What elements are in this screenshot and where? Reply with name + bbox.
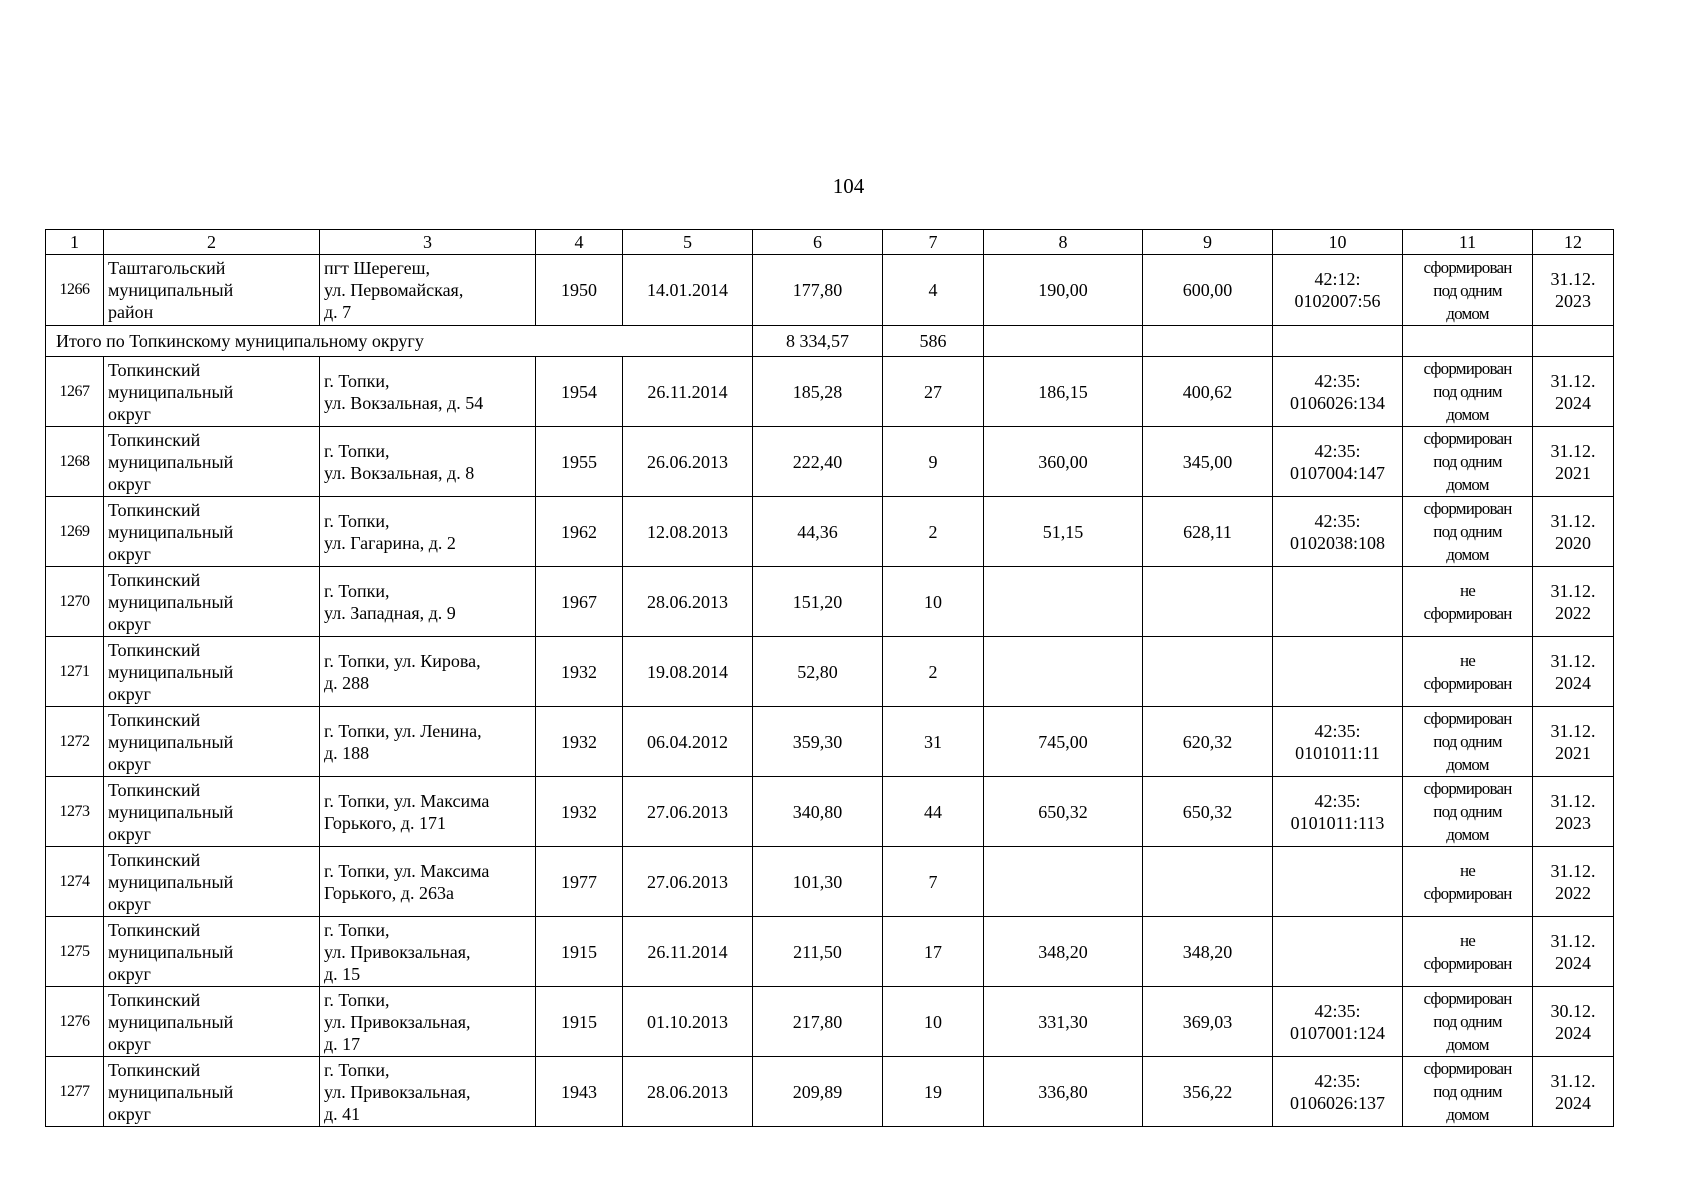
column-header: 5 [623, 230, 753, 255]
column-9-cell: 620,32 [1143, 707, 1273, 777]
land-status-cell: сформирован под одним домом [1423, 779, 1512, 844]
area-cell: 340,80 [753, 777, 883, 847]
residents-cell: 7 [883, 847, 984, 917]
deadline-cell: 31.12. 2023 [1550, 269, 1596, 311]
area-cell: 185,28 [753, 357, 883, 427]
year-cell: 1943 [536, 1057, 623, 1127]
area-cell: 101,30 [753, 847, 883, 917]
column-8-cell: 190,00 [984, 255, 1143, 326]
residents-cell: 2 [883, 637, 984, 707]
cadastral-number-cell: 42:35: 0106026:134 [1289, 370, 1385, 413]
date-cell: 27.06.2013 [623, 777, 753, 847]
column-8-cell: 331,30 [984, 987, 1143, 1057]
column-9-cell: 628,11 [1143, 497, 1273, 567]
municipality-cell: Топкинский муниципальный округ [108, 429, 234, 494]
row-number: 1276 [46, 987, 104, 1057]
residents-cell: 44 [883, 777, 984, 847]
column-9-cell: 345,00 [1143, 427, 1273, 497]
land-status-cell: не сформирован [1423, 650, 1512, 693]
municipality-cell: Таштагольский муниципальный район [108, 258, 234, 322]
column-8-cell: 360,00 [984, 427, 1143, 497]
row-number: 1273 [46, 777, 104, 847]
deadline-cell: 31.12. 2024 [1550, 1070, 1596, 1113]
date-cell: 26.11.2014 [623, 357, 753, 427]
deadline-cell: 31.12. 2022 [1550, 580, 1596, 623]
residents-cell: 31 [883, 707, 984, 777]
municipality-cell: Топкинский муниципальный округ [108, 989, 234, 1054]
date-cell: 26.11.2014 [623, 917, 753, 987]
address-cell: г. Топки, ул. Максима Горького, д. 263а [324, 860, 490, 903]
table-row [46, 567, 1614, 637]
residents-cell: 2 [883, 497, 984, 567]
cadastral-number-cell: 42:35: 0107004:147 [1289, 440, 1385, 483]
column-9-cell [1143, 847, 1273, 917]
year-cell: 1954 [536, 357, 623, 427]
year-cell: 1915 [536, 987, 623, 1057]
column-number-row [46, 230, 1614, 255]
address-cell: г. Топки, ул. Кирова, д. 288 [324, 650, 481, 693]
land-status-cell: не сформирован [1423, 930, 1512, 973]
year-cell: 1962 [536, 497, 623, 567]
column-header: 3 [320, 230, 536, 255]
date-cell: 12.08.2013 [623, 497, 753, 567]
land-status-cell: не сформирован [1423, 860, 1512, 903]
area-cell: 222,40 [753, 427, 883, 497]
page-number: 104 [832, 174, 865, 198]
row-number: 1268 [46, 427, 104, 497]
date-cell: 26.06.2013 [623, 427, 753, 497]
column-header: 2 [104, 230, 320, 255]
year-cell: 1932 [536, 777, 623, 847]
area-cell: 211,50 [753, 917, 883, 987]
table-row [46, 255, 1614, 326]
column-header: 6 [753, 230, 883, 255]
date-cell: 14.01.2014 [623, 255, 753, 326]
row-number: 1269 [46, 497, 104, 567]
cadastral-number-cell: 42:35: 0102038:108 [1289, 510, 1385, 553]
table-body [46, 230, 1614, 1127]
row-number: 1277 [46, 1057, 104, 1127]
table-row [46, 847, 1614, 917]
residents-cell: 10 [883, 567, 984, 637]
deadline-cell: 31.12. 2021 [1550, 440, 1596, 483]
row-number: 1270 [46, 567, 104, 637]
year-cell: 1932 [536, 707, 623, 777]
column-8-cell [984, 847, 1143, 917]
column-8-cell: 51,15 [984, 497, 1143, 567]
area-cell: 359,30 [753, 707, 883, 777]
empty-cell [1273, 326, 1403, 357]
address-cell: г. Топки, ул. Привокзальная, д. 15 [324, 919, 471, 984]
deadline-cell: 31.12. 2022 [1550, 860, 1596, 903]
residents-cell: 10 [883, 987, 984, 1057]
column-9-cell [1143, 567, 1273, 637]
year-cell: 1932 [536, 637, 623, 707]
table-row [46, 357, 1614, 427]
deadline-cell: 31.12. 2023 [1550, 790, 1596, 833]
land-status-cell: сформирован под одним домом [1423, 359, 1512, 424]
date-cell: 28.06.2013 [623, 1057, 753, 1127]
column-8-cell: 745,00 [984, 707, 1143, 777]
date-cell: 19.08.2014 [623, 637, 753, 707]
table-row [46, 707, 1614, 777]
deadline-cell: 31.12. 2024 [1550, 930, 1596, 973]
residents-cell: 19 [883, 1057, 984, 1127]
total-label: Итого по Топкинскому муниципальному округу [46, 326, 753, 357]
column-8-cell: 650,32 [984, 777, 1143, 847]
address-cell: пгт Шерегеш, ул. Первомайская, д. 7 [324, 258, 464, 322]
row-number: 1272 [46, 707, 104, 777]
address-cell: г. Топки, ул. Привокзальная, д. 17 [324, 989, 471, 1054]
land-status-cell: сформирован под одним домом [1423, 499, 1512, 564]
address-cell: г. Топки, ул. Максима Горького, д. 171 [324, 790, 490, 833]
date-cell: 01.10.2013 [623, 987, 753, 1057]
column-9-cell: 348,20 [1143, 917, 1273, 987]
empty-cell [984, 326, 1143, 357]
column-9-cell: 356,22 [1143, 1057, 1273, 1127]
cadastral-number-cell: 42:35: 0101011:113 [1290, 790, 1385, 833]
table-row [46, 777, 1614, 847]
address-cell: г. Топки, ул. Ленина, д. 188 [324, 720, 482, 763]
address-cell: г. Топки, ул. Привокзальная, д. 41 [324, 1059, 471, 1124]
column-9-cell: 400,62 [1143, 357, 1273, 427]
address-cell: г. Топки, ул. Гагарина, д. 2 [324, 510, 456, 553]
land-status-cell: не сформирован [1423, 580, 1512, 623]
column-9-cell [1143, 637, 1273, 707]
column-8-cell: 186,15 [984, 357, 1143, 427]
address-cell: г. Топки, ул. Вокзальная, д. 54 [324, 370, 484, 413]
column-header: 8 [984, 230, 1143, 255]
area-cell: 52,80 [753, 637, 883, 707]
column-header: 1 [46, 230, 104, 255]
date-cell: 28.06.2013 [623, 567, 753, 637]
land-status-cell: сформирован под одним домом [1423, 989, 1512, 1054]
municipality-cell: Топкинский муниципальный округ [108, 569, 234, 634]
residents-cell: 9 [883, 427, 984, 497]
column-8-cell [984, 637, 1143, 707]
column-8-cell: 336,80 [984, 1057, 1143, 1127]
municipality-cell: Топкинский муниципальный округ [108, 779, 234, 844]
empty-cell [1143, 326, 1273, 357]
cadastral-number-cell: 42:35: 0107001:124 [1289, 1000, 1385, 1043]
cadastral-number-cell: 42:12: 0102007:56 [1294, 269, 1381, 311]
housing-registry-table [45, 229, 1614, 1127]
row-number: 1266 [46, 255, 104, 326]
address-cell: г. Топки, ул. Вокзальная, д. 8 [324, 440, 475, 483]
column-header: 11 [1403, 230, 1533, 255]
year-cell: 1950 [536, 255, 623, 326]
area-cell: 209,89 [753, 1057, 883, 1127]
column-header: 12 [1533, 230, 1614, 255]
row-number: 1271 [46, 637, 104, 707]
total-row [46, 326, 1614, 357]
area-cell: 217,80 [753, 987, 883, 1057]
column-header: 7 [883, 230, 984, 255]
municipality-cell: Топкинский муниципальный округ [108, 1059, 234, 1124]
address-cell: г. Топки, ул. Западная, д. 9 [324, 580, 456, 623]
table-row [46, 637, 1614, 707]
row-number: 1267 [46, 357, 104, 427]
municipality-cell: Топкинский муниципальный округ [108, 359, 234, 424]
table-row [46, 497, 1614, 567]
date-cell: 06.04.2012 [623, 707, 753, 777]
table-row [46, 1057, 1614, 1127]
area-cell: 44,36 [753, 497, 883, 567]
cadastral-number-cell: 42:35: 0106026:137 [1289, 1070, 1385, 1113]
land-status-cell: сформирован под одним домом [1423, 257, 1512, 323]
municipality-cell: Топкинский муниципальный округ [108, 919, 234, 984]
column-9-cell: 369,03 [1143, 987, 1273, 1057]
row-number: 1274 [46, 847, 104, 917]
municipality-cell: Топкинский муниципальный округ [108, 709, 234, 774]
table-row [46, 427, 1614, 497]
residents-cell: 4 [883, 255, 984, 326]
table-row [46, 987, 1614, 1057]
column-header: 4 [536, 230, 623, 255]
year-cell: 1977 [536, 847, 623, 917]
column-8-cell [984, 567, 1143, 637]
residents-cell: 17 [883, 917, 984, 987]
land-status-cell: сформирован под одним домом [1423, 429, 1512, 494]
year-cell: 1955 [536, 427, 623, 497]
total-residents: 586 [883, 326, 984, 357]
area-cell: 151,20 [753, 567, 883, 637]
empty-cell [1403, 326, 1533, 357]
municipality-cell: Топкинский муниципальный округ [108, 639, 234, 704]
residents-cell: 27 [883, 357, 984, 427]
deadline-cell: 31.12. 2021 [1550, 720, 1596, 763]
deadline-cell: 31.12. 2020 [1550, 510, 1596, 553]
land-status-cell: сформирован под одним домом [1423, 1059, 1512, 1124]
empty-cell [1533, 326, 1614, 357]
land-status-cell: сформирован под одним домом [1423, 709, 1512, 774]
column-header: 10 [1273, 230, 1403, 255]
column-header: 9 [1143, 230, 1273, 255]
total-area: 8 334,57 [753, 326, 883, 357]
area-cell: 177,80 [753, 255, 883, 326]
deadline-cell: 31.12. 2024 [1550, 370, 1596, 413]
column-9-cell: 600,00 [1143, 255, 1273, 326]
date-cell: 27.06.2013 [623, 847, 753, 917]
year-cell: 1915 [536, 917, 623, 987]
year-cell: 1967 [536, 567, 623, 637]
column-9-cell: 650,32 [1143, 777, 1273, 847]
municipality-cell: Топкинский муниципальный округ [108, 499, 234, 564]
column-8-cell: 348,20 [984, 917, 1143, 987]
row-number: 1275 [46, 917, 104, 987]
municipality-cell: Топкинский муниципальный округ [108, 849, 234, 914]
cadastral-number-cell: 42:35: 0101011:11 [1295, 720, 1380, 763]
deadline-cell: 31.12. 2024 [1550, 650, 1596, 693]
table-row [46, 917, 1614, 987]
deadline-cell: 30.12. 2024 [1550, 1000, 1596, 1043]
